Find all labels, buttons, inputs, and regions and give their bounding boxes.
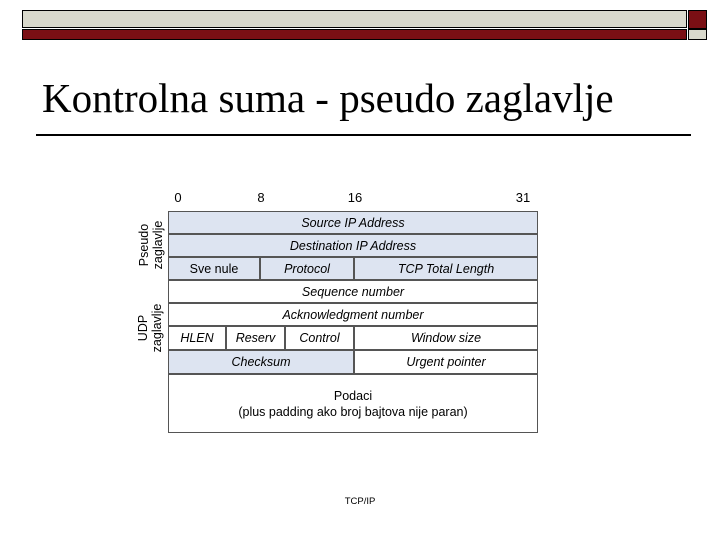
field-podaci-note: (plus padding ako broj bajtova nije paran) xyxy=(238,404,468,419)
field-podaci-title: Podaci xyxy=(333,388,373,403)
field-protocol: Protocol xyxy=(260,257,354,280)
field-acknowledgment-number: Acknowledgment number xyxy=(168,303,538,326)
bit-label-0: 0 xyxy=(174,190,182,205)
slide-footer: TCP/IP xyxy=(344,496,376,507)
side-label-pseudo-line2: zaglavlje xyxy=(151,220,165,270)
field-source-ip: Source IP Address xyxy=(168,211,538,234)
field-control: Control xyxy=(285,326,354,350)
field-tcp-total-length: TCP Total Length xyxy=(354,257,538,280)
column-divider xyxy=(225,326,227,350)
bit-label-31: 31 xyxy=(515,190,531,205)
field-window-size: Window size xyxy=(354,326,538,350)
field-sve-nule: Sve nule xyxy=(168,257,260,280)
field-sequence-number: Sequence number xyxy=(168,280,538,303)
side-label-udp xyxy=(136,288,166,368)
row-divider xyxy=(168,233,538,235)
bit-label-8: 8 xyxy=(257,190,265,205)
slide-title: Kontrolna suma - pseudo zaglavlje xyxy=(42,75,614,121)
column-divider xyxy=(353,257,355,280)
side-label-udp-line1: UDP xyxy=(136,314,150,342)
side-label-pseudo-line1: Pseudo xyxy=(137,223,151,267)
side-label-pseudo xyxy=(137,210,167,280)
field-hlen: HLEN xyxy=(168,326,226,350)
row-divider xyxy=(168,302,538,304)
field-podaci xyxy=(168,374,538,433)
field-checksum: Checksum xyxy=(168,350,354,374)
field-urgent-pointer: Urgent pointer xyxy=(354,350,538,374)
column-divider xyxy=(259,257,261,280)
field-destination-ip: Destination IP Address xyxy=(168,234,538,257)
bit-label-16: 16 xyxy=(347,190,363,205)
field-reserv: Reserv xyxy=(226,326,285,350)
column-divider xyxy=(353,326,355,374)
side-label-udp-line2: zaglavlje xyxy=(150,303,164,353)
column-divider xyxy=(284,326,286,350)
